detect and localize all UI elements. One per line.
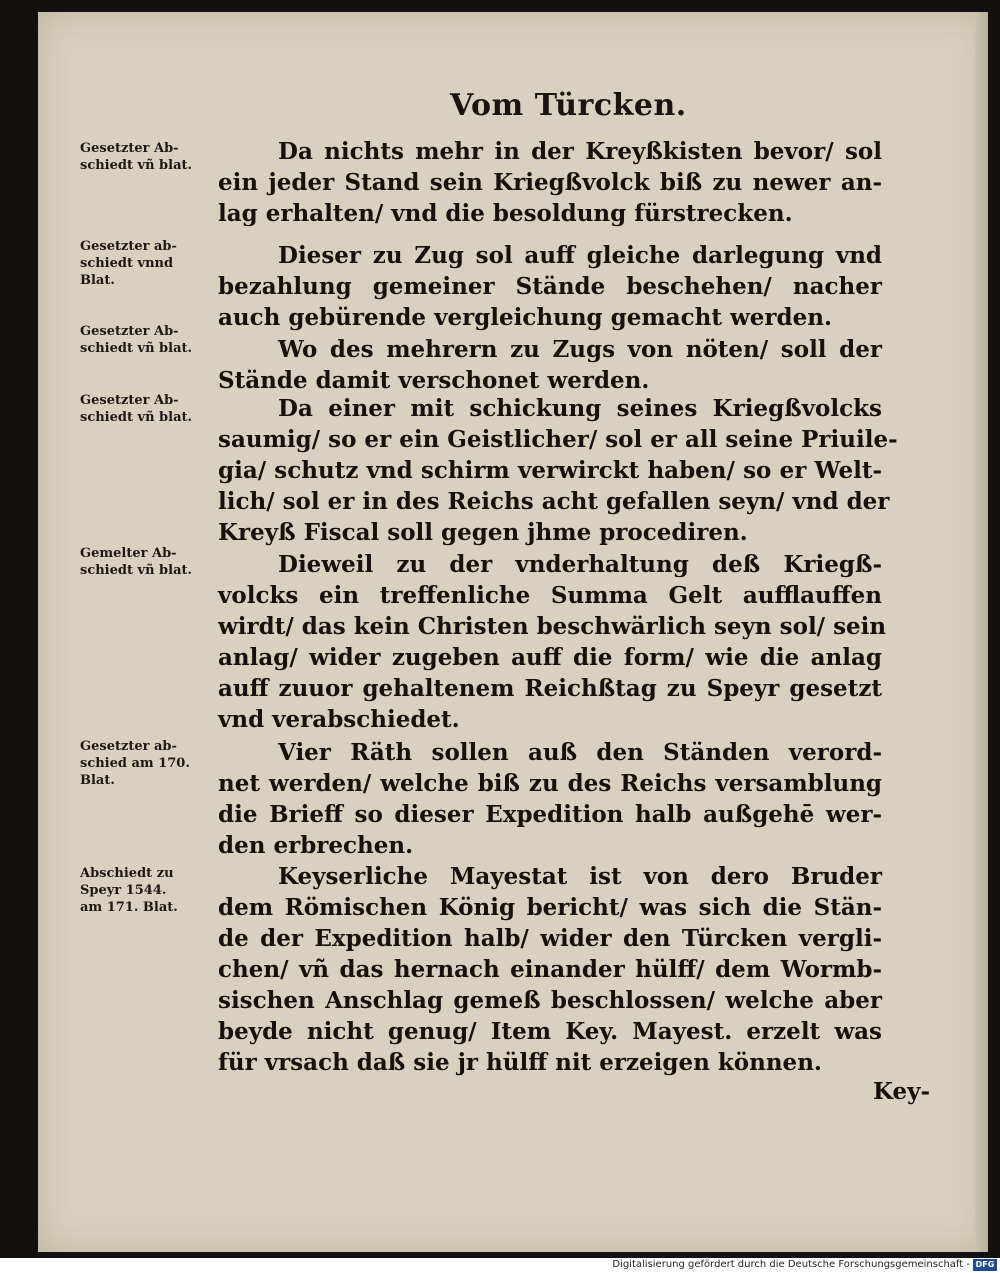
text-line: lich/ sol er in des Reichs acht gefallen seyn/ vnd der <box>218 488 890 515</box>
text-line: Dieweil zu der vnderhaltung deß Kriegß- <box>278 551 882 578</box>
text-line: den erbrechen. <box>218 832 414 859</box>
margin-note <box>80 323 220 357</box>
running-head: Vom Türcken. <box>450 88 687 123</box>
paragraph <box>218 861 882 1078</box>
text-line: Keyserliche Mayestat ist von dero Bruder <box>278 863 882 890</box>
text-line: auff zuuor gehaltenem Reichßtag zu Speyr gesetzt <box>218 675 882 702</box>
margin-note <box>80 545 220 579</box>
page-edge <box>974 12 988 1252</box>
margin-note-line: Gesetzter Ab- <box>80 141 179 156</box>
text-line: sischen Anschlag gemeß beschlossen/ welche aber <box>218 987 882 1014</box>
text-line: gia/ schutz vnd schirm verwirckt haben/ so er Welt- <box>218 457 882 484</box>
margin-note-line: Speyr 1544. <box>80 883 167 898</box>
margin-note-line: Abschiedt zu <box>80 866 174 881</box>
text-line: die Brieff so dieser Expedition halb außgehē wer- <box>218 801 882 828</box>
margin-note <box>80 392 220 426</box>
text-line: Wo des mehrern zu Zugs von nöten/ soll der <box>278 336 882 363</box>
text-line: lag erhalten/ vnd die besoldung fürstrecken. <box>218 200 793 227</box>
text-line: saumig/ so er ein Geistlicher/ sol er all seine Priuile- <box>218 426 898 453</box>
paragraph <box>218 334 882 396</box>
margin-note-line: schiedt vnnd <box>80 256 174 271</box>
text-line: chen/ vñ das hernach einander hülff/ dem Wormb- <box>218 956 882 983</box>
paragraph <box>218 393 898 548</box>
margin-note-line: schiedt vñ blat. <box>80 158 193 173</box>
footer-credit: Digitalisierung gefördert durch die Deutsche Forschungsgemeinschaft - <box>612 1259 970 1270</box>
dfg-logo-icon: DFG <box>973 1259 997 1271</box>
margin-note <box>80 140 220 174</box>
text-line: de der Expedition halb/ wider den Türcken vergli- <box>218 925 882 952</box>
text-line: Da einer mit schickung seines Kriegßvolcks <box>278 395 882 422</box>
footer-bar <box>0 1258 1000 1273</box>
text-line: Dieser zu Zug sol auff gleiche darlegung vnd <box>278 242 882 269</box>
text-line: wirdt/ das kein Christen beschwärlich seyn sol/ sein <box>218 613 887 640</box>
margin-note <box>80 738 220 789</box>
margin-note <box>80 865 220 916</box>
margin-note-line: Gesetzter ab- <box>80 739 177 754</box>
text-line: bezahlung gemeiner Stände beschehen/ nacher <box>218 273 882 300</box>
text-line: Kreyß Fiscal soll gegen jhme procediren. <box>218 519 748 546</box>
margin-note-line: schiedt vñ blat. <box>80 563 193 578</box>
margin-note-line: schiedt vñ blat. <box>80 341 193 356</box>
margin-note <box>80 238 220 289</box>
margin-note-line: Gesetzter Ab- <box>80 393 179 408</box>
text-line: volcks ein treffenliche Summa Gelt aufflauffen <box>218 582 882 609</box>
margin-note-line: schied am 170. <box>80 756 190 771</box>
text-line: beyde nicht genug/ Item Key. Mayest. erzelt was <box>218 1018 882 1045</box>
text-line: Vier Räth sollen auß den Ständen verord- <box>278 739 882 766</box>
paragraph <box>218 136 882 229</box>
text-line: Da nichts mehr in der Kreyßkisten bevor/ sol <box>278 138 882 165</box>
margin-note-line: am 171. Blat. <box>80 900 178 915</box>
text-line: vnd verabschiedet. <box>218 706 460 733</box>
margin-note-line: Gesetzter Ab- <box>80 324 179 339</box>
paragraph <box>218 737 882 861</box>
text-line: für vrsach daß sie jr hülff nit erzeigen können. <box>218 1049 822 1076</box>
paragraph <box>218 549 887 735</box>
margin-note-line: Gemelter Ab- <box>80 546 177 561</box>
margin-note-line: Blat. <box>80 773 115 788</box>
text-line: Stände damit verschonet werden. <box>218 367 650 394</box>
margin-note-line: schiedt vñ blat. <box>80 410 193 425</box>
catchword: Key- <box>872 1078 930 1105</box>
text-line: auch gebürende vergleichung gemacht werden. <box>218 304 832 331</box>
margin-note-line: Gesetzter ab- <box>80 239 177 254</box>
text-line: ein jeder Stand sein Kriegßvolck biß zu newer an- <box>218 169 882 196</box>
paragraph <box>218 240 882 333</box>
text-line: dem Römischen König bericht/ was sich die Stän- <box>218 894 882 921</box>
text-line: anlag/ wider zugeben auff die form/ wie die anlag <box>218 644 882 671</box>
text-line: net werden/ welche biß zu des Reichs versamblung <box>218 770 882 797</box>
margin-note-line: Blat. <box>80 273 115 288</box>
